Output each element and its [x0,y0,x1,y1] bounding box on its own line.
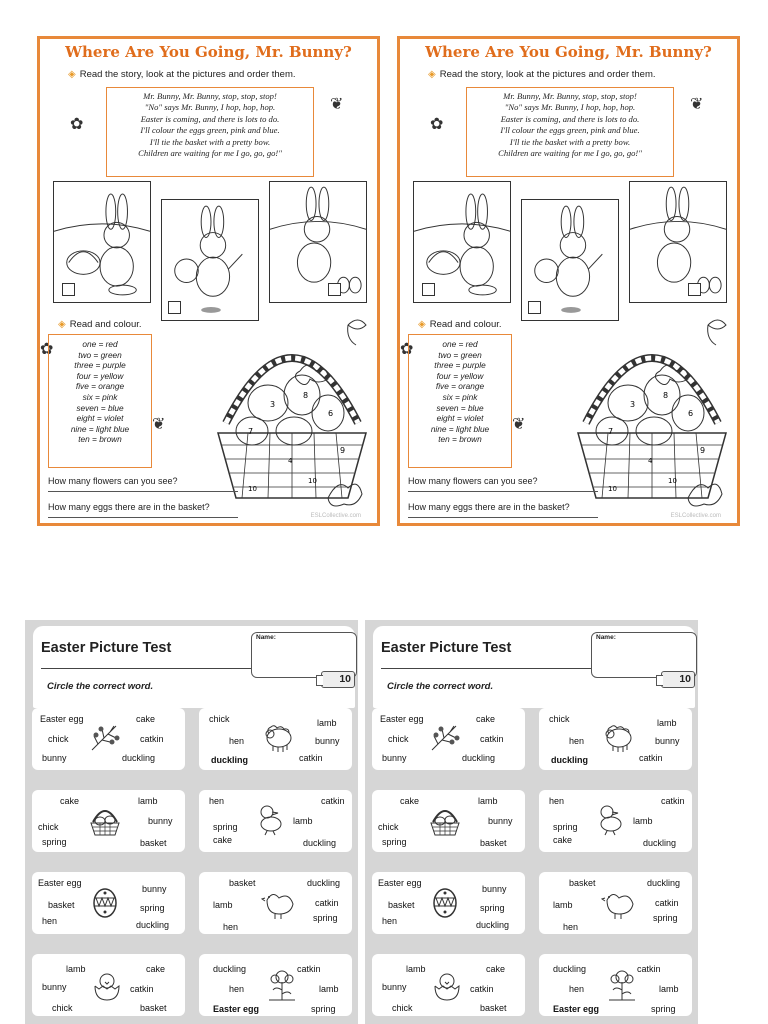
lamb-icon [261,720,295,754]
word-option[interactable]: spring [653,913,678,923]
word-option[interactable]: spring [553,822,578,832]
word-option[interactable]: hen [229,984,245,994]
word-option[interactable]: chick [209,714,230,724]
bunny-with-eggs-icon [270,182,366,302]
bunny-worksheet-left [37,36,380,526]
watermark: ESLCollective.com [670,513,721,519]
word-option[interactable]: cake [553,835,573,845]
score-value: 10 [339,673,351,685]
worksheet-title: Where Are You Going, Mr. Bunny? [425,43,712,61]
word-option[interactable]: hen [569,984,585,994]
word-option[interactable]: hen [382,916,398,926]
word-option[interactable]: cake [60,796,80,806]
diamond-icon: ◈ [68,69,76,80]
answer-line [48,517,238,518]
word-option[interactable]: duckling [551,755,589,765]
score-tab [656,675,663,686]
word-card [539,872,692,934]
hen-icon [601,886,635,920]
flower-doodle-icon: ✿ [430,116,444,133]
svg-text:4: 4 [288,457,293,465]
colour-key-item: seven = blue [76,402,124,413]
word-option[interactable]: duckling [643,838,677,848]
score-value: 10 [679,673,691,685]
word-card [32,872,185,934]
watermark: ESLCollective.com [310,513,361,519]
duckling-icon [255,802,289,836]
word-option[interactable]: basket [140,1003,167,1013]
colour-key-box [408,334,512,468]
word-card [32,954,185,1016]
lamb-icon [601,720,635,754]
word-option[interactable]: hen [209,796,225,806]
word-option[interactable]: duckling [307,878,341,888]
word-option[interactable]: lamb [553,900,573,910]
word-option[interactable]: bunny [148,816,173,826]
word-option[interactable]: hen [42,916,58,926]
catkin-icon [88,720,122,754]
word-option[interactable]: cake [400,796,420,806]
word-option[interactable]: basket [140,838,167,848]
word-option[interactable]: Easter egg [213,1004,260,1014]
word-card [539,954,692,1016]
test-header [373,626,695,708]
word-option[interactable]: catkin [315,898,339,908]
word-option[interactable]: bunny [42,753,67,763]
spring-icon [265,968,299,1002]
word-card [32,790,185,852]
word-option[interactable]: hen [549,796,565,806]
chick-icon [430,970,464,1004]
colour-key-box [48,334,152,468]
word-option[interactable]: spring [651,1004,676,1014]
name-label: Name: [596,634,616,641]
word-option[interactable]: basket [480,838,507,848]
word-option[interactable]: catkin [637,964,661,974]
word-option[interactable]: lamb [138,796,158,806]
word-card [199,708,352,770]
svg-text:7: 7 [608,427,614,436]
svg-text:10: 10 [248,485,257,493]
word-option[interactable]: basket [229,878,256,888]
score-tab [316,675,323,686]
svg-text:10: 10 [308,477,317,485]
word-option[interactable]: catkin [655,898,679,908]
word-option[interactable]: basket [569,878,596,888]
word-option[interactable]: spring [140,903,165,913]
word-option[interactable]: hen [223,922,239,932]
score-box [321,671,355,688]
colour-key-item: six = pink [82,391,118,402]
word-option[interactable]: catkin [130,984,154,994]
word-option[interactable]: hen [569,736,585,746]
word-option[interactable]: spring [480,903,505,913]
word-option[interactable]: spring [313,913,338,923]
colour-key-item: five = orange [75,381,125,392]
score-box [661,671,695,688]
story-box [106,87,314,177]
word-option[interactable]: cake [476,714,496,724]
bunny-picture-3 [629,181,727,303]
word-option[interactable]: duckling [647,878,681,888]
instruction-order [428,69,656,80]
colour-key-item: four = yellow [76,370,124,381]
order-checkbox[interactable] [62,283,75,296]
word-option[interactable]: bunny [42,982,67,992]
word-option[interactable]: catkin [321,796,345,806]
flower-doodle-icon: ✿ [400,341,414,358]
word-option[interactable]: lamb [213,900,233,910]
word-option[interactable]: cake [136,714,156,724]
word-option[interactable]: lamb [319,984,339,994]
test-title: Easter Picture Test [41,640,172,656]
svg-text:8: 8 [303,391,309,400]
word-option[interactable]: hen [563,922,579,932]
word-option[interactable]: spring [213,822,238,832]
word-option[interactable]: bunny [142,884,167,894]
picture-test-right [365,620,698,1024]
answer-line [408,491,598,492]
flower-doodle-icon: ✿ [70,116,84,133]
order-checkbox[interactable] [422,283,435,296]
bunny-with-eggs-icon [630,182,726,302]
order-checkbox[interactable] [528,301,541,314]
colour-key-item: four = yellow [436,370,484,381]
egg-icon [88,886,122,920]
word-option[interactable]: spring [382,837,407,847]
flower-doodle-icon: ✿ [40,341,54,358]
instruction-order-text: Read the story, look at the pictures and order them. [79,69,296,80]
colour-key-item: three = purple [434,360,486,371]
story-line: "No" says Mr. Bunny, I hop, hop, hop. [144,102,276,113]
word-option[interactable]: bunny [488,816,513,826]
order-checkbox[interactable] [688,283,701,296]
order-checkbox[interactable] [168,301,181,314]
word-option[interactable]: lamb [657,718,677,728]
story-line: Mr. Bunny, Mr. Bunny, stop, stop, stop! [143,91,277,101]
instruction-order [68,69,296,80]
word-option[interactable]: catkin [140,734,164,744]
chick-icon [90,970,124,1004]
word-option[interactable]: catkin [297,964,321,974]
word-card [372,790,525,852]
instruction-order-text: Read the story, look at the pictures and order them. [439,69,656,80]
picture-test-left [25,620,358,1024]
butterfly-icon: ❦ [330,96,344,113]
diamond-icon: ◈ [58,319,66,330]
word-option[interactable]: Easter egg [380,714,424,724]
colour-key-item: ten = brown [438,434,482,445]
instruction-colour-text: Read and colour. [69,319,142,330]
question-eggs: How many eggs there are in the basket? [48,502,210,512]
word-option[interactable]: duckling [136,920,170,930]
colour-key-item: nine = light blue [70,423,130,434]
word-option[interactable]: cake [213,835,233,845]
story-line: I'll tie the basket with a pretty bow. [149,136,271,147]
word-card [539,708,692,770]
butterfly-icon: ❦ [512,416,526,433]
word-card [372,872,525,934]
word-option[interactable]: basket [48,900,75,910]
word-card [372,708,525,770]
hen-icon [261,886,295,920]
egg-icon [428,886,462,920]
word-option[interactable]: Easter egg [38,878,82,888]
diamond-icon: ◈ [418,319,426,330]
svg-text:7: 7 [248,427,254,436]
svg-text:10: 10 [668,477,677,485]
word-option[interactable]: cake [146,964,166,974]
word-option[interactable]: catkin [661,796,685,806]
colour-key-item: five = orange [435,381,485,392]
basket-icon [428,804,462,838]
word-option[interactable]: spring [311,1004,336,1014]
story-line: Children are waiting for me I go, go, go!" [138,148,282,159]
word-option[interactable]: chick [52,1003,73,1013]
bunny-picture-3 [269,181,367,303]
word-option[interactable]: duckling [213,964,247,974]
colour-key-item: one = red [442,339,478,349]
word-option[interactable]: lamb [293,816,313,826]
word-card [32,708,185,770]
colour-key-item: two = green [438,349,482,360]
question-eggs: How many eggs there are in the basket? [408,502,570,512]
word-option[interactable]: Easter egg [40,714,84,724]
word-option[interactable]: duckling [303,838,337,848]
duckling-icon [595,802,629,836]
word-option[interactable]: lamb [659,984,679,994]
story-line: Children are waiting for me I go, go, go!" [498,148,642,159]
colour-key-item: one = red [82,339,118,349]
word-option[interactable]: hen [229,736,245,746]
word-option[interactable]: spring [42,837,67,847]
word-option[interactable]: catkin [299,753,323,763]
word-option[interactable]: bunny [482,884,507,894]
svg-text:6: 6 [328,409,334,418]
word-option[interactable]: Easter egg [553,1004,600,1014]
story-line: "No" says Mr. Bunny, I hop, hop, hop. [504,102,636,113]
word-option[interactable]: chick [388,734,409,744]
svg-text:3: 3 [630,400,636,409]
word-option[interactable]: lamb [317,718,337,728]
instruction-colour [418,319,502,330]
story-line: I'll colour the eggs green, pink and blue. [140,125,280,136]
word-option[interactable]: bunny [315,736,340,746]
test-title: Easter Picture Test [381,640,512,656]
story-line: Mr. Bunny, Mr. Bunny, stop, stop, stop! [503,91,637,101]
diamond-icon: ◈ [428,69,436,80]
name-label: Name: [256,634,276,641]
colour-key-item: ten = brown [78,434,122,445]
word-option[interactable]: duckling [553,964,587,974]
word-card [199,954,352,1016]
story-line: Easter is coming, and there is lots to do. [140,113,280,124]
question-flowers: How many flowers can you see? [48,476,178,486]
word-option[interactable]: lamb [478,796,498,806]
word-option[interactable]: bunny [655,736,680,746]
word-option[interactable]: lamb [66,964,86,974]
test-header [33,626,355,708]
order-checkbox[interactable] [328,283,341,296]
test-instruction: Circle the correct word. [47,681,154,692]
butterfly-icon: ❦ [152,416,166,433]
word-option[interactable]: bunny [382,982,407,992]
svg-text:9: 9 [340,446,346,455]
word-option[interactable]: duckling [476,920,510,930]
butterfly-icon: ❦ [690,96,704,113]
answer-line [48,491,238,492]
colour-key-item: seven = blue [436,402,484,413]
story-line: I'll colour the eggs green, pink and blue. [500,125,640,136]
word-option[interactable]: chick [38,822,59,832]
word-option[interactable]: duckling [211,755,249,765]
word-option[interactable]: lamb [633,816,653,826]
word-option[interactable]: duckling [122,753,156,763]
word-card [199,872,352,934]
colour-key-item: two = green [78,349,122,360]
svg-text:6: 6 [688,409,694,418]
colour-key-item: six = pink [442,391,478,402]
answer-line [408,517,598,518]
word-option[interactable]: chick [392,1003,413,1013]
instruction-colour [58,319,142,330]
test-instruction: Circle the correct word. [387,681,494,692]
word-option[interactable]: lamb [406,964,426,974]
word-option[interactable]: basket [480,1003,507,1013]
colour-key-item: eight = violet [76,413,124,424]
colour-key-item: nine = light blue [430,423,490,434]
bunny-worksheet-right [397,36,740,526]
word-option[interactable]: catkin [470,984,494,994]
word-option[interactable]: basket [388,900,415,910]
word-option[interactable]: Easter egg [378,878,422,888]
colour-key-item: eight = violet [436,413,484,424]
title-divider [381,668,591,669]
word-option[interactable]: chick [549,714,570,724]
svg-text:10: 10 [608,485,617,493]
word-card [539,790,692,852]
title-divider [41,668,251,669]
colour-key-item: three = purple [74,360,126,371]
story-box [466,87,674,177]
story-line: I'll tie the basket with a pretty bow. [509,136,631,147]
word-option[interactable]: chick [48,734,69,744]
worksheet-title: Where Are You Going, Mr. Bunny? [65,43,352,61]
word-option[interactable]: cake [486,964,506,974]
word-option[interactable]: catkin [480,734,504,744]
catkin-icon [428,720,462,754]
word-option[interactable]: bunny [382,753,407,763]
basket-icon [88,804,122,838]
word-option[interactable]: chick [378,822,399,832]
question-flowers: How many flowers can you see? [408,476,538,486]
story-line: Easter is coming, and there is lots to do. [500,113,640,124]
word-card [199,790,352,852]
word-card [372,954,525,1016]
svg-text:8: 8 [663,391,669,400]
word-option[interactable]: catkin [639,753,663,763]
svg-text:9: 9 [700,446,706,455]
word-option[interactable]: duckling [462,753,496,763]
svg-text:4: 4 [648,457,653,465]
svg-text:3: 3 [270,400,276,409]
spring-icon [605,968,639,1002]
instruction-colour-text: Read and colour. [429,319,502,330]
